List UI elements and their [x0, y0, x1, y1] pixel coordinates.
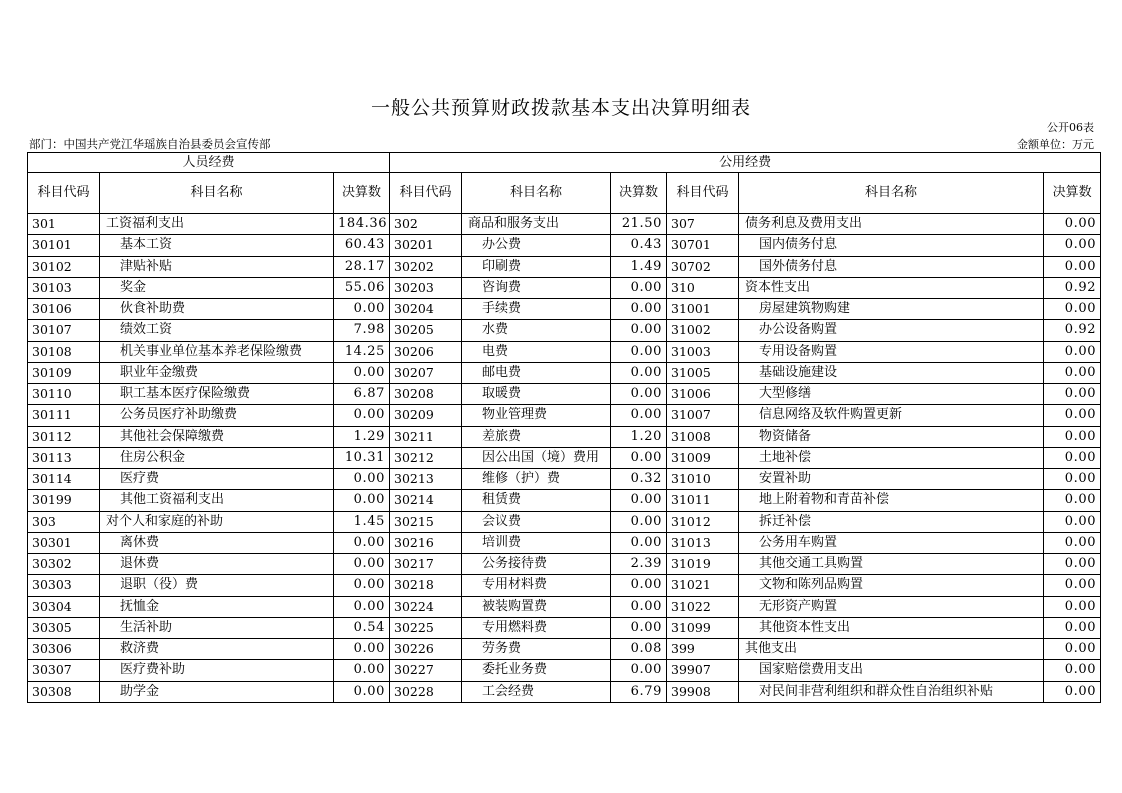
column-header-name: 科目名称: [100, 173, 334, 214]
public-name-cell: 会议费: [462, 511, 611, 532]
public-name-cell: 差旅费: [462, 426, 611, 447]
personnel-name-cell: 其他社会保障缴费: [100, 426, 334, 447]
public-code-cell: 30208: [390, 384, 462, 405]
public-amount-cell: 0.00: [611, 320, 667, 341]
public-amount-cell: 0.00: [1044, 596, 1101, 617]
public-name-cell: 劳务费: [462, 639, 611, 660]
personnel-amount-cell: 6.87: [334, 384, 390, 405]
public-code-cell: 30213: [390, 469, 462, 490]
public-code-cell: 30205: [390, 320, 462, 341]
personnel-code-cell: 30304: [28, 596, 100, 617]
public-code-cell: 30201: [390, 235, 462, 256]
column-header-code: 科目代码: [28, 173, 100, 214]
public-amount-cell: 0.00: [1044, 384, 1101, 405]
public-name-cell: 咨询费: [462, 277, 611, 298]
table-row: [28, 405, 1101, 426]
personnel-code-cell: 30111: [28, 405, 100, 426]
public-amount-cell: 0.00: [1044, 617, 1101, 638]
public-code-cell: 31005: [667, 362, 739, 383]
public-code-cell: 30228: [390, 681, 462, 702]
personnel-name-cell: 伙食补助费: [100, 299, 334, 320]
public-amount-cell: 6.79: [611, 681, 667, 702]
public-code-cell: 30212: [390, 447, 462, 468]
public-name-cell: 债务利息及费用支出: [739, 214, 1044, 235]
personnel-amount-cell: 0.00: [334, 575, 390, 596]
table-row: [28, 447, 1101, 468]
personnel-name-cell: 住房公积金: [100, 447, 334, 468]
table-row: [28, 214, 1101, 235]
public-amount-cell: 0.00: [1044, 341, 1101, 362]
public-code-cell: 31007: [667, 405, 739, 426]
public-code-cell: 31003: [667, 341, 739, 362]
personnel-amount-cell: 0.00: [334, 681, 390, 702]
public-amount-cell: 0.00: [611, 617, 667, 638]
personnel-name-cell: 其他工资福利支出: [100, 490, 334, 511]
public-name-cell: 无形资产购置: [739, 596, 1044, 617]
personnel-code-cell: 30113: [28, 447, 100, 468]
table-row: [28, 660, 1101, 681]
public-code-cell: 30225: [390, 617, 462, 638]
public-code-cell: 307: [667, 214, 739, 235]
personnel-code-cell: 30107: [28, 320, 100, 341]
department-label: 部门：中国共产党江华瑶族自治县委员会宣传部: [29, 137, 271, 151]
group-header-public: 公用经费: [390, 153, 1101, 173]
public-code-cell: 310: [667, 277, 739, 298]
personnel-name-cell: 退职（役）费: [100, 575, 334, 596]
public-amount-cell: 0.00: [1044, 235, 1101, 256]
public-code-cell: 31009: [667, 447, 739, 468]
public-code-cell: 399: [667, 639, 739, 660]
personnel-code-cell: 30109: [28, 362, 100, 383]
personnel-name-cell: 对个人和家庭的补助: [100, 511, 334, 532]
personnel-amount-cell: 0.00: [334, 405, 390, 426]
public-name-cell: 工会经费: [462, 681, 611, 702]
column-header-name: 科目名称: [739, 173, 1044, 214]
public-name-cell: 土地补偿: [739, 447, 1044, 468]
public-amount-cell: 0.00: [611, 341, 667, 362]
table-row: [28, 299, 1101, 320]
table-row: [28, 554, 1101, 575]
table-row: [28, 235, 1101, 256]
public-amount-cell: 0.92: [1044, 320, 1101, 341]
public-code-cell: 31021: [667, 575, 739, 596]
personnel-code-cell: 30306: [28, 639, 100, 660]
public-code-cell: 302: [390, 214, 462, 235]
personnel-name-cell: 生活补助: [100, 617, 334, 638]
table-row: [28, 384, 1101, 405]
public-code-cell: 31099: [667, 617, 739, 638]
column-header-code: 科目代码: [667, 173, 739, 214]
public-amount-cell: 0.00: [1044, 256, 1101, 277]
public-name-cell: 电费: [462, 341, 611, 362]
public-amount-cell: 0.00: [611, 362, 667, 383]
personnel-amount-cell: 0.00: [334, 299, 390, 320]
public-amount-cell: 0.00: [1044, 405, 1101, 426]
public-name-cell: 资本性支出: [739, 277, 1044, 298]
public-code-cell: 31022: [667, 596, 739, 617]
public-code-cell: 30226: [390, 639, 462, 660]
amount-unit-label: 金额单位：万元: [1017, 138, 1094, 151]
personnel-name-cell: 救济费: [100, 639, 334, 660]
table-row: [28, 639, 1101, 660]
public-code-cell: 39907: [667, 660, 739, 681]
personnel-code-cell: 30302: [28, 554, 100, 575]
public-code-cell: 30216: [390, 532, 462, 553]
public-amount-cell: 0.00: [1044, 447, 1101, 468]
personnel-code-cell: 30308: [28, 681, 100, 702]
personnel-name-cell: 绩效工资: [100, 320, 334, 341]
public-code-cell: 31019: [667, 554, 739, 575]
public-code-cell: 31013: [667, 532, 739, 553]
table-row: [28, 362, 1101, 383]
personnel-amount-cell: 0.00: [334, 554, 390, 575]
table-row: [28, 511, 1101, 532]
column-header-amount: 决算数: [1044, 173, 1101, 214]
public-code-cell: 31010: [667, 469, 739, 490]
public-name-cell: 物资储备: [739, 426, 1044, 447]
public-name-cell: 信息网络及软件购置更新: [739, 405, 1044, 426]
personnel-amount-cell: 10.31: [334, 447, 390, 468]
public-amount-cell: 21.50: [611, 214, 667, 235]
personnel-amount-cell: 55.06: [334, 277, 390, 298]
public-amount-cell: 0.00: [1044, 532, 1101, 553]
public-amount-cell: 0.32: [611, 469, 667, 490]
personnel-amount-cell: 184.36: [334, 214, 390, 235]
table-row: [28, 320, 1101, 341]
personnel-amount-cell: 0.00: [334, 596, 390, 617]
expenditure-detail-table: [27, 152, 1101, 703]
public-amount-cell: 0.92: [1044, 277, 1101, 298]
public-amount-cell: 1.20: [611, 426, 667, 447]
public-amount-cell: 1.49: [611, 256, 667, 277]
personnel-code-cell: 303: [28, 511, 100, 532]
public-code-cell: 30218: [390, 575, 462, 596]
public-name-cell: 租赁费: [462, 490, 611, 511]
personnel-code-cell: 30199: [28, 490, 100, 511]
public-code-cell: 31006: [667, 384, 739, 405]
public-name-cell: 委托业务费: [462, 660, 611, 681]
personnel-name-cell: 职工基本医疗保险缴费: [100, 384, 334, 405]
personnel-amount-cell: 0.54: [334, 617, 390, 638]
public-code-cell: 30215: [390, 511, 462, 532]
public-amount-cell: 0.00: [611, 384, 667, 405]
personnel-code-cell: 30305: [28, 617, 100, 638]
personnel-code-cell: 301: [28, 214, 100, 235]
personnel-name-cell: 工资福利支出: [100, 214, 334, 235]
public-amount-cell: 0.00: [1044, 362, 1101, 383]
public-name-cell: 被装购置费: [462, 596, 611, 617]
public-code-cell: 30204: [390, 299, 462, 320]
table-row: [28, 341, 1101, 362]
public-name-cell: 拆迁补偿: [739, 511, 1044, 532]
personnel-code-cell: 30101: [28, 235, 100, 256]
table-body: [28, 214, 1101, 703]
public-name-cell: 公务接待费: [462, 554, 611, 575]
table-row: [28, 575, 1101, 596]
personnel-amount-cell: 1.45: [334, 511, 390, 532]
public-name-cell: 其他支出: [739, 639, 1044, 660]
personnel-name-cell: 基本工资: [100, 235, 334, 256]
public-amount-cell: 0.00: [611, 277, 667, 298]
public-code-cell: 31002: [667, 320, 739, 341]
personnel-amount-cell: 0.00: [334, 362, 390, 383]
personnel-code-cell: 30307: [28, 660, 100, 681]
table-row: [28, 426, 1101, 447]
public-name-cell: 专用设备购置: [739, 341, 1044, 362]
public-name-cell: 公务用车购置: [739, 532, 1044, 553]
personnel-name-cell: 公务员医疗补助缴费: [100, 405, 334, 426]
public-code-cell: 31012: [667, 511, 739, 532]
table-row: [28, 596, 1101, 617]
table-row: [28, 277, 1101, 298]
public-amount-cell: 0.00: [611, 447, 667, 468]
public-amount-cell: 0.00: [611, 299, 667, 320]
public-amount-cell: 0.00: [1044, 660, 1101, 681]
public-name-cell: 水费: [462, 320, 611, 341]
public-amount-cell: 0.00: [1044, 299, 1101, 320]
public-amount-cell: 0.00: [1044, 511, 1101, 532]
public-name-cell: 对民间非营利组织和群众性自治组织补贴: [739, 681, 1044, 702]
public-name-cell: 培训费: [462, 532, 611, 553]
personnel-code-cell: 30108: [28, 341, 100, 362]
public-code-cell: 30702: [667, 256, 739, 277]
table-row: [28, 532, 1101, 553]
public-code-cell: 30224: [390, 596, 462, 617]
personnel-amount-cell: 7.98: [334, 320, 390, 341]
personnel-amount-cell: 60.43: [334, 235, 390, 256]
public-code-cell: 30206: [390, 341, 462, 362]
personnel-name-cell: 退休费: [100, 554, 334, 575]
personnel-name-cell: 机关事业单位基本养老保险缴费: [100, 341, 334, 362]
public-amount-cell: 0.00: [1044, 426, 1101, 447]
public-name-cell: 邮电费: [462, 362, 611, 383]
personnel-code-cell: 30112: [28, 426, 100, 447]
personnel-amount-cell: 0.00: [334, 469, 390, 490]
public-name-cell: 国内债务付息: [739, 235, 1044, 256]
public-code-cell: 30217: [390, 554, 462, 575]
public-amount-cell: 0.00: [611, 660, 667, 681]
public-name-cell: 手续费: [462, 299, 611, 320]
public-code-cell: 30701: [667, 235, 739, 256]
public-name-cell: 地上附着物和青苗补偿: [739, 490, 1044, 511]
public-amount-cell: 0.00: [611, 405, 667, 426]
public-code-cell: 39908: [667, 681, 739, 702]
public-amount-cell: 0.00: [1044, 469, 1101, 490]
public-name-cell: 大型修缮: [739, 384, 1044, 405]
public-code-cell: 30203: [390, 277, 462, 298]
public-amount-cell: 0.00: [611, 511, 667, 532]
group-header-personnel: 人员经费: [28, 153, 390, 173]
column-header-amount: 决算数: [334, 173, 390, 214]
public-name-cell: 因公出国（境）费用: [462, 447, 611, 468]
public-name-cell: 办公设备购置: [739, 320, 1044, 341]
personnel-name-cell: 助学金: [100, 681, 334, 702]
public-name-cell: 文物和陈列品购置: [739, 575, 1044, 596]
public-name-cell: 安置补助: [739, 469, 1044, 490]
public-name-cell: 维修（护）费: [462, 469, 611, 490]
personnel-amount-cell: 14.25: [334, 341, 390, 362]
public-amount-cell: 0.00: [611, 596, 667, 617]
personnel-amount-cell: 1.29: [334, 426, 390, 447]
table-row: [28, 681, 1101, 702]
public-name-cell: 其他资本性支出: [739, 617, 1044, 638]
public-code-cell: 30211: [390, 426, 462, 447]
public-name-cell: 物业管理费: [462, 405, 611, 426]
public-name-cell: 商品和服务支出: [462, 214, 611, 235]
column-header-name: 科目名称: [462, 173, 611, 214]
public-amount-cell: 0.00: [1044, 681, 1101, 702]
personnel-amount-cell: 0.00: [334, 660, 390, 681]
public-amount-cell: 0.00: [1044, 214, 1101, 235]
personnel-code-cell: 30110: [28, 384, 100, 405]
public-amount-cell: 2.39: [611, 554, 667, 575]
table-row: [28, 256, 1101, 277]
public-amount-cell: 0.00: [611, 490, 667, 511]
personnel-name-cell: 津贴补贴: [100, 256, 334, 277]
personnel-code-cell: 30301: [28, 532, 100, 553]
public-amount-cell: 0.00: [1044, 490, 1101, 511]
public-code-cell: 30202: [390, 256, 462, 277]
personnel-name-cell: 职业年金缴费: [100, 362, 334, 383]
personnel-amount-cell: 0.00: [334, 532, 390, 553]
public-name-cell: 专用材料费: [462, 575, 611, 596]
personnel-name-cell: 奖金: [100, 277, 334, 298]
public-amount-cell: 0.00: [1044, 639, 1101, 660]
public-code-cell: 31011: [667, 490, 739, 511]
personnel-name-cell: 医疗费: [100, 469, 334, 490]
public-code-cell: 31008: [667, 426, 739, 447]
form-number: 公开06表: [1047, 121, 1094, 134]
public-name-cell: 印刷费: [462, 256, 611, 277]
public-name-cell: 取暖费: [462, 384, 611, 405]
public-name-cell: 国家赔偿费用支出: [739, 660, 1044, 681]
public-name-cell: 基础设施建设: [739, 362, 1044, 383]
public-amount-cell: 0.00: [1044, 575, 1101, 596]
personnel-name-cell: 抚恤金: [100, 596, 334, 617]
public-amount-cell: 0.43: [611, 235, 667, 256]
report-title: 一般公共预算财政拨款基本支出决算明细表: [370, 97, 751, 119]
personnel-amount-cell: 0.00: [334, 490, 390, 511]
personnel-code-cell: 30114: [28, 469, 100, 490]
table-row: [28, 490, 1101, 511]
public-name-cell: 专用燃料费: [462, 617, 611, 638]
public-code-cell: 30209: [390, 405, 462, 426]
public-name-cell: 房屋建筑物购建: [739, 299, 1044, 320]
personnel-amount-cell: 28.17: [334, 256, 390, 277]
personnel-code-cell: 30303: [28, 575, 100, 596]
table-row: [28, 617, 1101, 638]
column-header-amount: 决算数: [611, 173, 667, 214]
table-row: [28, 469, 1101, 490]
public-code-cell: 31001: [667, 299, 739, 320]
personnel-code-cell: 30106: [28, 299, 100, 320]
public-amount-cell: 0.00: [1044, 554, 1101, 575]
personnel-name-cell: 离休费: [100, 532, 334, 553]
personnel-amount-cell: 0.00: [334, 639, 390, 660]
personnel-code-cell: 30102: [28, 256, 100, 277]
column-header-code: 科目代码: [390, 173, 462, 214]
public-amount-cell: 0.08: [611, 639, 667, 660]
personnel-name-cell: 医疗费补助: [100, 660, 334, 681]
public-name-cell: 国外债务付息: [739, 256, 1044, 277]
public-amount-cell: 0.00: [611, 532, 667, 553]
public-code-cell: 30227: [390, 660, 462, 681]
public-name-cell: 其他交通工具购置: [739, 554, 1044, 575]
public-amount-cell: 0.00: [611, 575, 667, 596]
personnel-code-cell: 30103: [28, 277, 100, 298]
public-name-cell: 办公费: [462, 235, 611, 256]
public-code-cell: 30207: [390, 362, 462, 383]
public-code-cell: 30214: [390, 490, 462, 511]
